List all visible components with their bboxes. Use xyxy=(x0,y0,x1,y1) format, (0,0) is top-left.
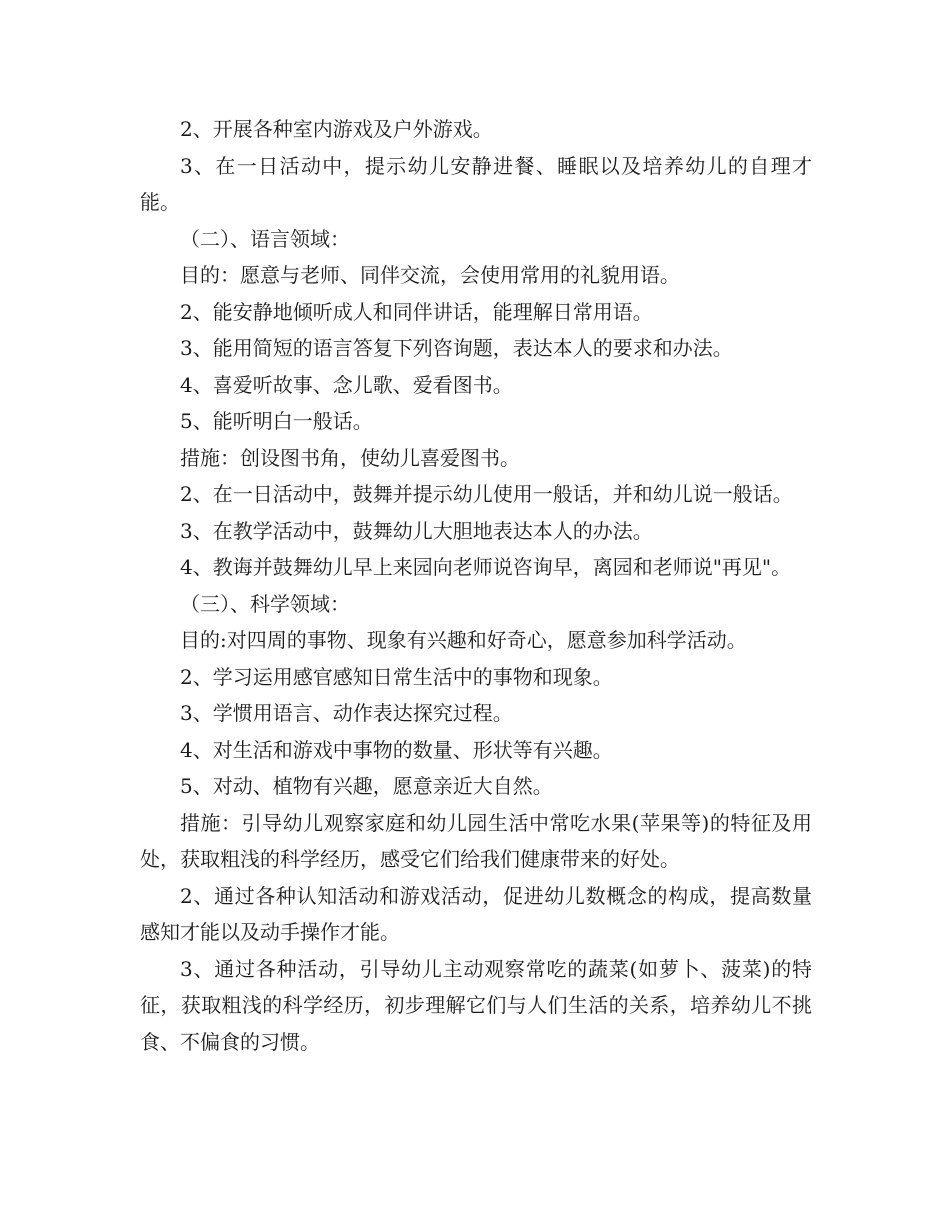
paragraph-language-measures-2: 2、在一日活动中，鼓舞并提示幼儿使用一般话，并和幼儿说一般话。 xyxy=(180,482,793,506)
paragraph-language-2: 2、能安静地倾听成人和同伴讲话，能理解日常用语。 xyxy=(180,299,653,324)
section-heading-language: （二）、语言领域： xyxy=(180,226,350,251)
paragraph-language-measures-4: 4、教诲并鼓舞幼儿早上来园向老师说咨询早，离园和老师说"再见"。 xyxy=(180,555,792,579)
paragraph-language-measures: 措施：创设图书角，使幼儿喜爱图书。 xyxy=(180,445,520,470)
paragraph-language-4: 4、喜爱听故事、念儿歌、爱看图书。 xyxy=(180,372,513,397)
paragraph-science-measures-3: 3、通过各种活动，引导幼儿主动观察常吃的蔬菜(如萝卜、菠菜)的特征，获取粗浅的科学经历，初步理解它们与人们生活的关系，培养幼儿不挑食、不偏食的习惯。 xyxy=(140,956,812,1054)
paragraph-daily-activities: 3、在一日活动中，提示幼儿安静进餐、睡眠以及培养幼儿的自理才能。 xyxy=(140,153,812,214)
paragraph-science-5: 5、对动、植物有兴趣，愿意亲近大自然。 xyxy=(180,774,553,798)
paragraph-games: 2、开展各种室内游戏及户外游戏。 xyxy=(180,117,493,141)
paragraph-science-measures: 措施：引导幼儿观察家庭和幼儿园生活中常吃水果(苹果等)的特征及用处，获取粗浅的科学经历，感受它们给我们健康带来的好处。 xyxy=(140,810,812,871)
paragraph-language-measures-3: 3、在教学活动中，鼓舞幼儿大胆地表达本人的办法。 xyxy=(180,518,653,543)
document-body xyxy=(140,111,812,1060)
paragraph-science-goal: 目的:对四周的事物、现象有兴趣和好奇心，愿意参加科学活动。 xyxy=(180,628,747,652)
paragraph-language-goal: 目的：愿意与老师、同伴交流，会使用常用的礼貌用语。 xyxy=(180,263,680,287)
paragraph-science-3: 3、学惯用语言、动作表达探究过程。 xyxy=(180,701,513,725)
paragraph-science-measures-2: 2、通过各种认知活动和游戏活动，促进幼儿数概念的构成，提高数量感知才能以及动手操作才能。 xyxy=(140,883,812,944)
paragraph-science-4: 4、对生活和游戏中事物的数量、形状等有兴趣。 xyxy=(180,737,613,762)
section-heading-science: （三）、科学领域： xyxy=(180,591,350,616)
paragraph-language-5: 5、能听明白一般话。 xyxy=(180,409,373,433)
paragraph-science-2: 2、学习运用感官感知日常生活中的事物和现象。 xyxy=(180,664,613,689)
paragraph-language-3: 3、能用简短的语言答复下列咨询题，表达本人的要求和办法。 xyxy=(180,336,733,360)
